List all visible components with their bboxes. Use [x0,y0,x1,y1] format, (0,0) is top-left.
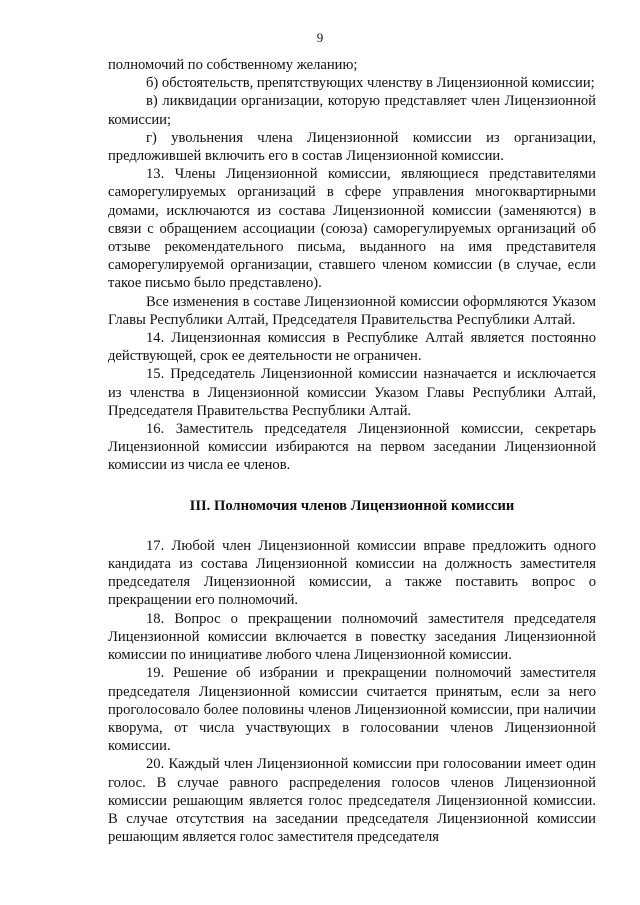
paragraph: 17. Любой член Лицензионной комиссии вправе предложить одного кандидата из состава Лицензионной комиссии на должность заместителя председателя Лицензионной комиссии, а также поставить вопрос о прекращении его полномочий. [108,537,596,609]
paragraph: Все изменения в составе Лицензионной комиссии оформляются Указом Главы Республики Алтай, Председателя Правительства Республики Алтай. [108,293,596,328]
paragraph: в) ликвидации организации, которую представляет член Лицензионной комиссии; [108,93,596,128]
paragraph: 20. Каждый член Лицензионной комиссии при голосовании имеет один голос. В случае равного распределения голосов членов Лицензионной комиссии решающим является голос председателя Лицензионной комиссии. В случае отсутствия на заседании председателя Лицензионной комиссии решающим является голос заместителя председателя [108,756,596,846]
page-number: 9 [316,30,324,45]
paragraph: 15. Председатель Лицензионной комиссии назначается и исключается из членства в Лицензионной комиссии Указом Главы Республики Алтай, Председателя Правительства Республики Алтай. [108,366,596,419]
paragraph: 14. Лицензионная комиссия в Республике Алтай является постоянно действующей, срок ее деятельности не ограничен. [108,330,596,365]
paragraph: б) обстоятельств, препятствующих членству в Лицензионной комиссии; [146,75,595,92]
paragraph: 16. Заместитель председателя Лицензионной комиссии, секретарь Лицензионной комиссии избираются на первом заседании Лицензионной комиссии из числа ее членов. [108,421,596,474]
section-ii-tail [108,56,596,475]
paragraph: 13. Члены Лицензионной комиссии, являющиеся представителями саморегулируемых организаций в сфере управления многоквартирными домами, исключаются из состава Лицензионной комиссии (заменяются) в связи с обращением ассоциации (союза) саморегулируемых организаций об отзыве рекомендательного письма, выданного на имя представителя саморегулируемой организации, ставшего членом комиссии (в случае, если такое письмо было представлено). [108,166,596,292]
paragraph: г) увольнения члена Лицензионной комиссии из организации, предложившей включить его в состав Лицензионной комиссии. [108,129,596,165]
section-heading: III. Полномочия членов Лицензионной комиссии [189,497,515,514]
paragraph: полномочий по собственному желанию; [108,57,358,73]
document-body [108,56,596,846]
section-iii-body [108,537,596,846]
paragraph: 18. Вопрос о прекращении полномочий заместителя председателя Лицензионной комиссии включается в повестку заседания Лицензионной комиссии по инициативе любого члена Лицензионной комиссии. [108,610,596,664]
paragraph: 19. Решение об избрании и прекращении полномочий заместителя председателя Лицензионной комиссии считается принятым, если за него проголосовало более половины членов Лицензионной комиссии, при наличии кворума, от числа участвующих в голосовании членов Лицензионной комиссии. [108,665,596,755]
